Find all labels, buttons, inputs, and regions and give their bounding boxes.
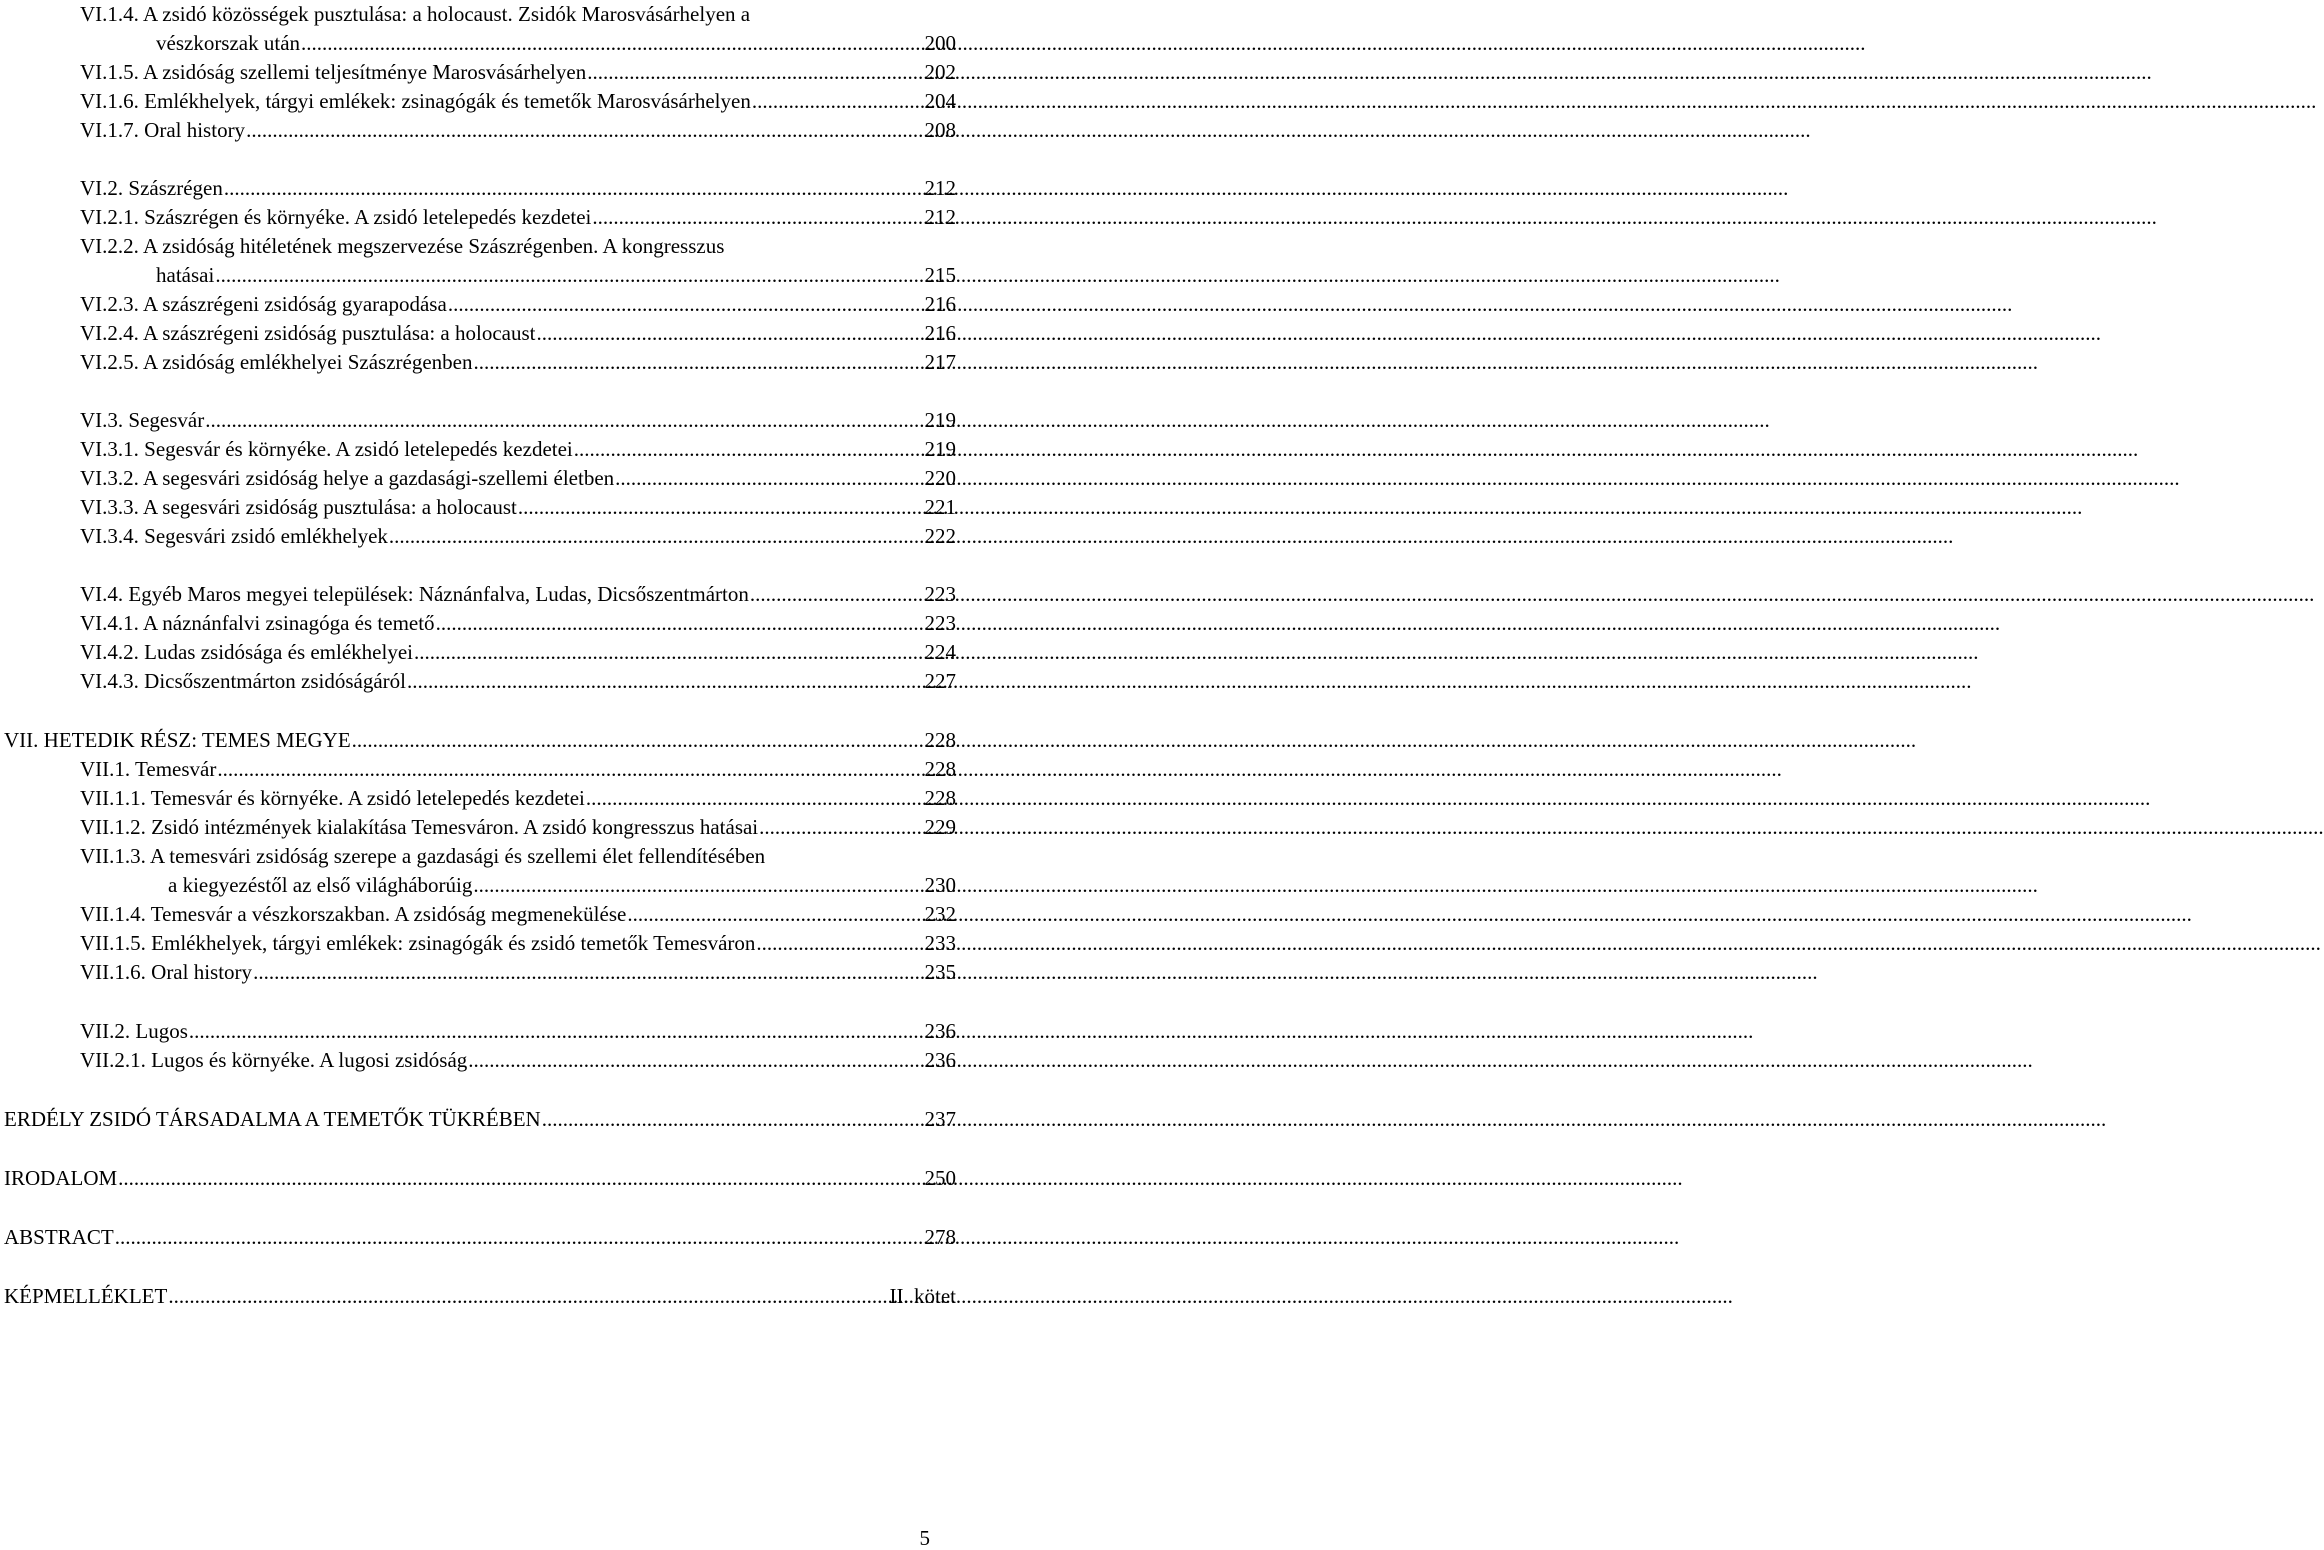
toc-entry-page: 215 [924,263,956,287]
toc-entry-page: 278 [924,1225,956,1249]
toc-entry-title: VI.2.2. A zsidóság hitéletének megszervezése Szászrégenben. A kongresszus [80,234,725,258]
toc-entry-title: VI.2.1. Szászrégen és környéke. A zsidó letelepedés kezdetei [80,205,592,229]
toc-entry-title: VII.1.6. Oral history [80,960,253,984]
toc-entry [80,0,930,28]
toc-entry [80,58,956,86]
toc-entry [80,116,956,144]
toc-entry-title: VI.3.4. Segesvári zsidó emlékhelyek [80,524,388,548]
toc-entry-page: 202 [924,60,956,84]
toc-entry-page: 219 [924,437,956,461]
toc-entry [156,29,956,57]
toc-entry-title: VI.1.6. Emlékhelyek, tárgyi emlékek: zsinagógák és temetők Marosvásárhelyen [80,89,751,113]
toc-entry-title: VII. HETEDIK RÉSZ: TEMES MEGYE [4,728,351,752]
toc-entry-title: VI.4.3. Dicsőszentmárton zsidóságáról [80,669,407,693]
toc-entry [80,319,956,347]
toc-entry-page: 212 [924,176,956,200]
toc-entry [80,609,956,637]
toc-entry-page: 228 [924,728,956,752]
toc-entry [80,813,956,841]
toc-entry-title: VI.1.4. A zsidó közösségek pusztulása: a holocaust. Zsidók Marosvásárhelyen a [80,2,751,26]
toc-entry-title: VII.2.1. Lugos és környéke. A lugosi zsidóság [80,1048,468,1072]
toc-entry [80,784,956,812]
toc-entry-title: VII.1.3. A temesvári zsidóság szerepe a gazdasági és szellemi élet fellendítésében [80,844,766,868]
toc-entry [80,464,956,492]
toc-entry-page: 228 [924,786,956,810]
toc-entry [80,638,956,666]
toc-entry-page: 233 [924,931,956,955]
toc-entry [4,1282,956,1310]
toc-entry-title: vészkorszak után [156,31,301,55]
toc-entry [80,667,956,695]
toc-entry [80,900,956,928]
toc-entry-page: 220 [924,466,956,490]
toc-entry [80,958,956,986]
toc-entry-title: VI.2.5. A zsidóság emlékhelyei Szászrégenben [80,350,473,374]
toc-entry-page: 204 [924,89,956,113]
toc-entry-title: VI.3.1. Segesvár és környéke. A zsidó letelepedés kezdetei [80,437,573,461]
toc-entry-page: 237 [924,1107,956,1131]
toc-entry [80,348,956,376]
toc-entry-title: VII.1. Temesvár [80,757,217,781]
toc-entry [80,87,956,115]
toc-entry-page: 223 [924,611,956,635]
toc-entry [4,726,956,754]
toc-entry-page: 224 [924,640,956,664]
toc-entry [80,290,956,318]
toc-entry-title: VI.4.1. A náznánfalvi zsinagóga és temető [80,611,435,635]
toc-entry-title: VI.4. Egyéb Maros megyei települések: Náznánfalva, Ludas, Dicsőszentmárton [80,582,749,606]
toc-entry [80,174,956,202]
toc-entry-title: VI.1.7. Oral history [80,118,246,142]
toc-entry-page: 236 [924,1048,956,1072]
toc-entry [80,1046,956,1074]
toc-entry-page: 208 [924,118,956,142]
toc-entry-title: VI.2.4. A szászrégeni zsidóság pusztulása: a holocaust [80,321,536,345]
toc-entry-title: VI.1.5. A zsidóság szellemi teljesítménye Marosvásárhelyen [80,60,587,84]
toc-entry-title: VII.1.1. Temesvár és környéke. A zsidó letelepedés kezdetei [80,786,585,810]
toc-entry-page: 222 [924,524,956,548]
toc-entry-title: VI.3.3. A segesvári zsidóság pusztulása: a holocaust [80,495,517,519]
toc-entry-title: IRODALOM [4,1166,118,1190]
toc-entry [80,842,956,870]
toc-entry-page: 235 [924,960,956,984]
toc-entry-title: VI.3.2. A segesvári zsidóság helye a gazdasági-szellemi életben [80,466,615,490]
toc-entry [4,1223,956,1251]
toc-entry [80,232,956,260]
toc-entry [80,755,956,783]
toc-entry-title: KÉPMELLÉKLET [4,1284,168,1308]
toc-entry-page: 223 [924,582,956,606]
toc-entry [80,203,956,231]
toc-entry [80,522,956,550]
toc-entry [80,406,956,434]
toc-entry-title: VII.1.4. Temesvár a vészkorszakban. A zsidóság megmenekülése [80,902,627,926]
toc-entry [80,580,956,608]
toc-entry-title: VI.4.2. Ludas zsidósága és emlékhelyei [80,640,413,664]
toc-entry-page: 221 [924,495,956,519]
toc-entry-page: 229 [924,815,956,839]
toc-entry-page: 228 [924,757,956,781]
toc-entry-page: II. kötet [889,1284,956,1308]
toc-entry-page: 216 [924,292,956,316]
toc-entry [80,435,956,463]
toc-entry-title: VII.1.2. Zsidó intézmények kialakítása Temesváron. A zsidó kongresszus hatásai [80,815,759,839]
toc-entry-page: 212 [924,205,956,229]
page-number: 5 [919,1526,930,1550]
toc-entry [80,493,956,521]
toc-entry-title: VI.2.3. A szászrégeni zsidóság gyarapodása [80,292,447,316]
toc-entry-page: 232 [924,902,956,926]
toc-entry-title: VII.1.5. Emlékhelyek, tárgyi emlékek: zsinagógák és zsidó temetők Temesváron [80,931,756,955]
toc-entry-page: 227 [924,669,956,693]
toc-entry-title: hatásai [156,263,215,287]
toc-entry [4,1105,956,1133]
toc-entry [80,1017,956,1045]
toc-entry [168,871,956,899]
toc-entry [156,261,956,289]
toc-entry-page: 217 [924,350,956,374]
toc-entry [80,929,956,957]
toc-entry-title: VI.3. Segesvár [80,408,205,432]
toc-entry-title: ERDÉLY ZSIDÓ TÁRSADALMA A TEMETŐK TÜKRÉBEN [4,1107,541,1131]
toc-entry-title: VII.2. Lugos [80,1019,188,1043]
toc-entry-page: 236 [924,1019,956,1043]
toc-entry-page: 200 [924,31,956,55]
toc-entry-title: a kiegyezéstől az első világháborúig [168,873,473,897]
toc-entry [4,1164,956,1192]
toc-entry-page: 216 [924,321,956,345]
toc-entry-page: 230 [924,873,956,897]
toc-entry-title: ABSTRACT [4,1225,114,1249]
toc-entry-page: 250 [924,1166,956,1190]
toc-entry-page: 219 [924,408,956,432]
toc-entry-title: VI.2. Szászrégen [80,176,223,200]
